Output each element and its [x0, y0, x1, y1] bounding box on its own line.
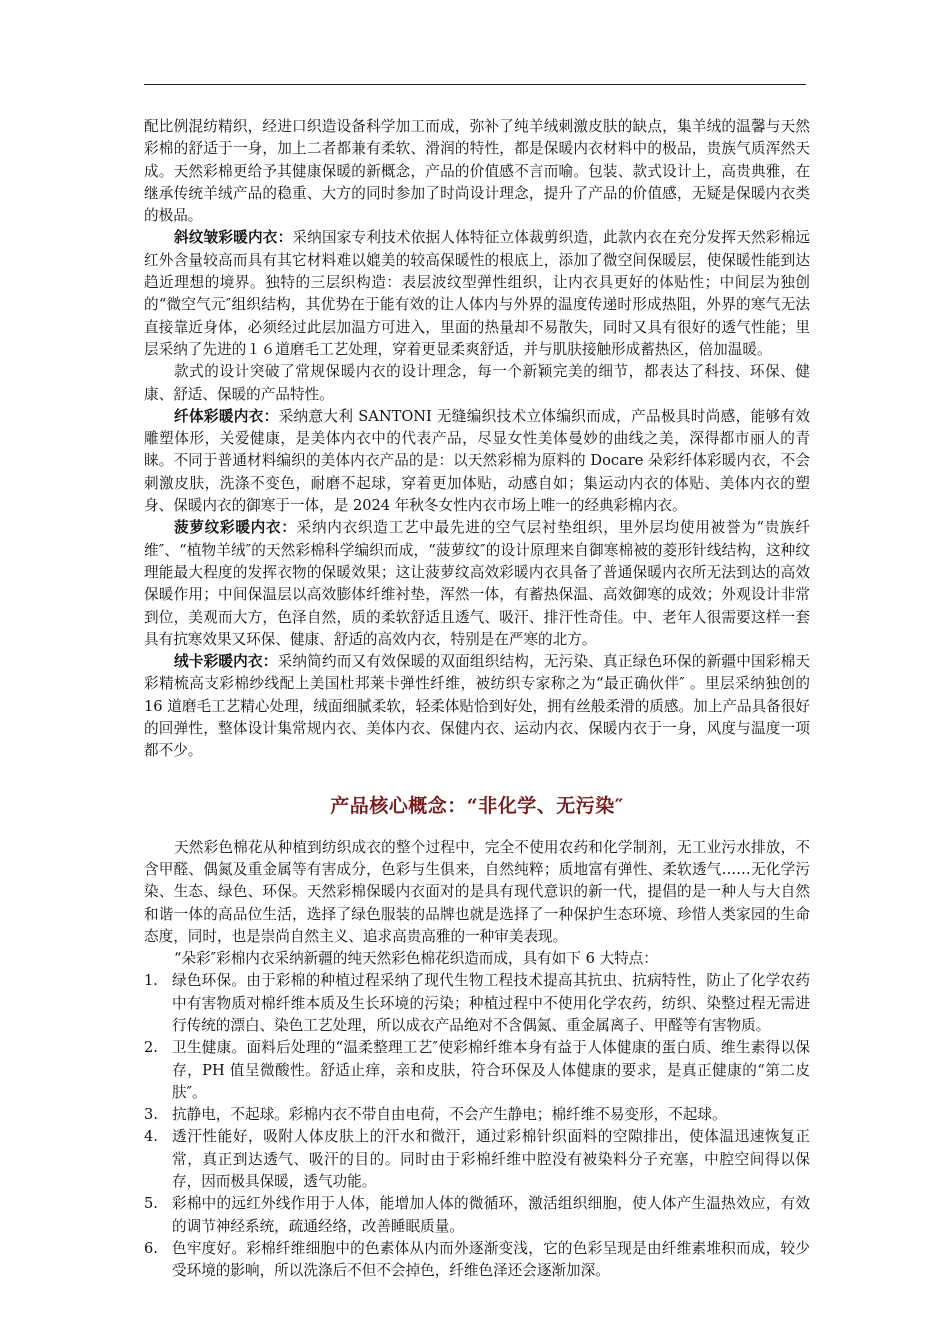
- list-text: 绿色环保。由于彩棉的种植过程采纳了现代生物工程技术提高其抗虫、抗病特性，防止了化学农药中有害物质对棉纤维本质及生长环境的污染；种植过程中不使用化学农药，纺织、染整过程无需进行传统的漂白、染色工艺处理，所以成衣产品绝对不含偶氮、重金属离子、甲醛等有害物质。: [172, 972, 810, 1034]
- list-item: [144, 970, 810, 1037]
- design-paragraph: [144, 361, 810, 406]
- list-text: 透汗性能好，吸附人体皮肤上的汗水和微汗，通过彩棉针织面料的空隙排出，使体温迅速恢复正常，真正到达透气、吸汗的目的。同时由于彩棉纤维中腔没有被染料分子充塞，中腔空间得以保存，因而极具保暖，透气功能。: [172, 1128, 810, 1191]
- list-number: 1.: [144, 972, 158, 990]
- list-number: 3.: [144, 1106, 158, 1124]
- list-number: 5.: [144, 1195, 158, 1213]
- product-paragraph: [144, 517, 810, 651]
- list-item: [144, 1238, 810, 1283]
- concept-paragraph: 天然彩色棉花从种植到纺织成衣的整个过程中，完全不使用农药和化学制剂，无工业污水排放，不含甲醛、偶氮及重金属等有害成分，色彩与生俱来，自然纯粹；质地富有弹性、柔软透气……无化学污染、生态、绿色、环保。天然彩棉保暖内衣面对的是具有现代意识的新一代，提倡的是一种人与大自然和谐一体的高品位生活，选择了绿色服装的品牌也就是选择了一种保护生态环境、珍惜人类家园的生命态度，同时，也是崇尚自然主义、追求高贵高雅的一种审美表现。: [144, 838, 810, 945]
- features-list: [144, 970, 810, 1282]
- product-body: 采纳国家专利技术依据人体特征立体裁剪织造，此款内衣在充分发挥天然彩棉远红外含量较高而具有其它材料难以媲美的较高保暖性的根底上，添加了微空间保暖层，使保暖性能到达趋近理想的境界。独特的三层织构造：表层波纹型弹性组织，让内衣具更好的体贴性；中间层为独创的“微空气元″组织结构，其优势在于能有效的让人体内与外界的温度传递时形成热阻，外界的寒气无法直接靠近身体，必须经过此层加温方可进入，里面的热量却不易散失，同时又具有很好的透气性能；里层采纳了先进的１６道磨毛工艺处理，穿着更显柔爽舒适，并与肌肤接触形成蓄热区，倍加温暖。: [144, 229, 810, 358]
- product-paragraph: [144, 227, 810, 361]
- list-item: [144, 1126, 810, 1193]
- product-body: 采纳简约而又有效保暖的双面组织结构，无污染、真正绿色环保的新疆中国彩棉天彩精梳高支彩棉纱线配上美国杜邦莱卡弹性纤维，被纺织专家称之为“最正确伙伴″ 。里层采纳独创的 16 道磨毛工艺精心处理，绒面细腻柔软，轻柔体贴恰到好处，拥有丝般柔滑的质感。加上产品具备很好的回弹性，整体设计集常规内衣、美体内衣、保健内衣、运动内衣、保暖内衣于一身，风度与温度一项都不少。: [144, 653, 810, 760]
- product-body: 采纳意大利 SANTONI 无缝编织技术立体编织而成，产品极具时尚感，能够有效雕塑体形，关爱健康，是美体内衣中的代表产品，尽显女性美体曼妙的曲线之美，深得都市丽人的青睐。不同于普通材料编织的美体内衣产品的是：以天然彩棉为原料的 Docare 朵彩纤体彩暖内衣，不会刺激皮肤，洗涤不变色，耐磨不起球，穿着更加体贴，动感自如；集运动内衣的体贴、美体内衣的塑身、保暖内衣的御寒于一体，是 2024 年秋冬女性内衣市场上唯一的经典彩棉内衣。: [144, 407, 810, 515]
- product-paragraph: [144, 406, 810, 517]
- list-number: 2.: [144, 1039, 158, 1057]
- section-heading: 产品核心概念：“非化学、无污染″: [330, 794, 624, 817]
- list-item: [144, 1037, 810, 1104]
- list-text: 卫生健康。面料后处理的“温柔整理工艺″使彩棉纤维本身有益于人体健康的蛋白质、维生素得以保存，PH 值呈微酸性。舒适止痒，亲和皮肤，符合环保及人体健康的要求，是真正健康的“第二皮肤″。: [172, 1039, 810, 1101]
- list-text: 色牢度好。彩棉纤维细胞中的色素体从内而外逐渐变浅，它的色彩呈现是由纤维素堆积而成，较少受环境的影响，所以洗涤后不但不会掉色，纤维色泽还会逐渐加深。: [172, 1239, 810, 1280]
- product-title: 菠萝纹彩暖内衣：: [174, 519, 297, 537]
- product-title: 纤体彩暖内衣：: [174, 407, 279, 425]
- list-item: [144, 1104, 810, 1126]
- list-number: 4.: [144, 1128, 158, 1146]
- features-intro: “朵彩″彩棉内衣采纳新疆的纯天然彩色棉花织造而成，具有如下 6 大特点：: [174, 950, 658, 968]
- product-body: 采纳内衣织造工艺中最先进的空气层衬垫组织，里外层均使用被誉为“贵族纤维″、“植物羊绒″的天然彩棉科学编织而成，“菠萝纹″的设计原理来自御寒棉被的菱形针线结构，这种纹理能最大程度的发挥衣物的保暖效果；这让菠萝纹高效彩暖内衣具备了普通保暖内衣所无法到达的高效保暖作用；中间保温层以高效膨体纤维衬垫，浑然一体，有蓄热保温、高效御寒的成效；外观设计非常到位，美观而大方，色泽自然，质的柔软舒适且透气、吸汗、排汗性奇佳。中、老年人很需要这样一套具有抗寒效果又环保、健康、舒适的高效内衣，特别是在严寒的北方。: [144, 519, 810, 648]
- document-body: [144, 116, 810, 1283]
- product-paragraph: [144, 651, 810, 762]
- product-title: 绒卡彩暖内衣：: [174, 653, 278, 671]
- list-number: 6.: [144, 1239, 158, 1257]
- intro-paragraph: 配比例混纺精织，经进口织造设备科学加工而成，弥补了纯羊绒刺激皮肤的缺点，集羊绒的温馨与天然彩棉的舒适于一身，加上二者都兼有柔软、滑润的特性，都是保暖内衣材料中的极品，贵族气质浑然天成。天然彩棉更给予其健康保暖的新概念，产品的价值感不言而喻。包装、款式设计上，高贵典雅，在继承传统羊绒产品的稳重、大方的同时参加了时尚设计理念，提升了产品的价值感，无疑是保暖内衣类的极品。: [144, 118, 810, 225]
- product-body: 款式的设计突破了常规保暖内衣的设计理念，每一个新颖完美的细节，都表达了科技、环保、健康、舒适、保暖的产品特性。: [144, 363, 810, 403]
- product-title: 斜纹皱彩暖内衣：: [174, 229, 293, 247]
- list-item: [144, 1193, 810, 1238]
- list-text: 彩棉中的远红外线作用于人体，能增加人体的微循环，激活组织细胞，使人体产生温热效应，有效的调节神经系统，疏通经络，改善睡眠质量。: [172, 1195, 810, 1235]
- list-text: 抗静电，不起球。彩棉内衣不带自由电荷，不会产生静电；棉纤维不易变形，不起球。: [172, 1106, 727, 1124]
- header-rule: [144, 84, 806, 85]
